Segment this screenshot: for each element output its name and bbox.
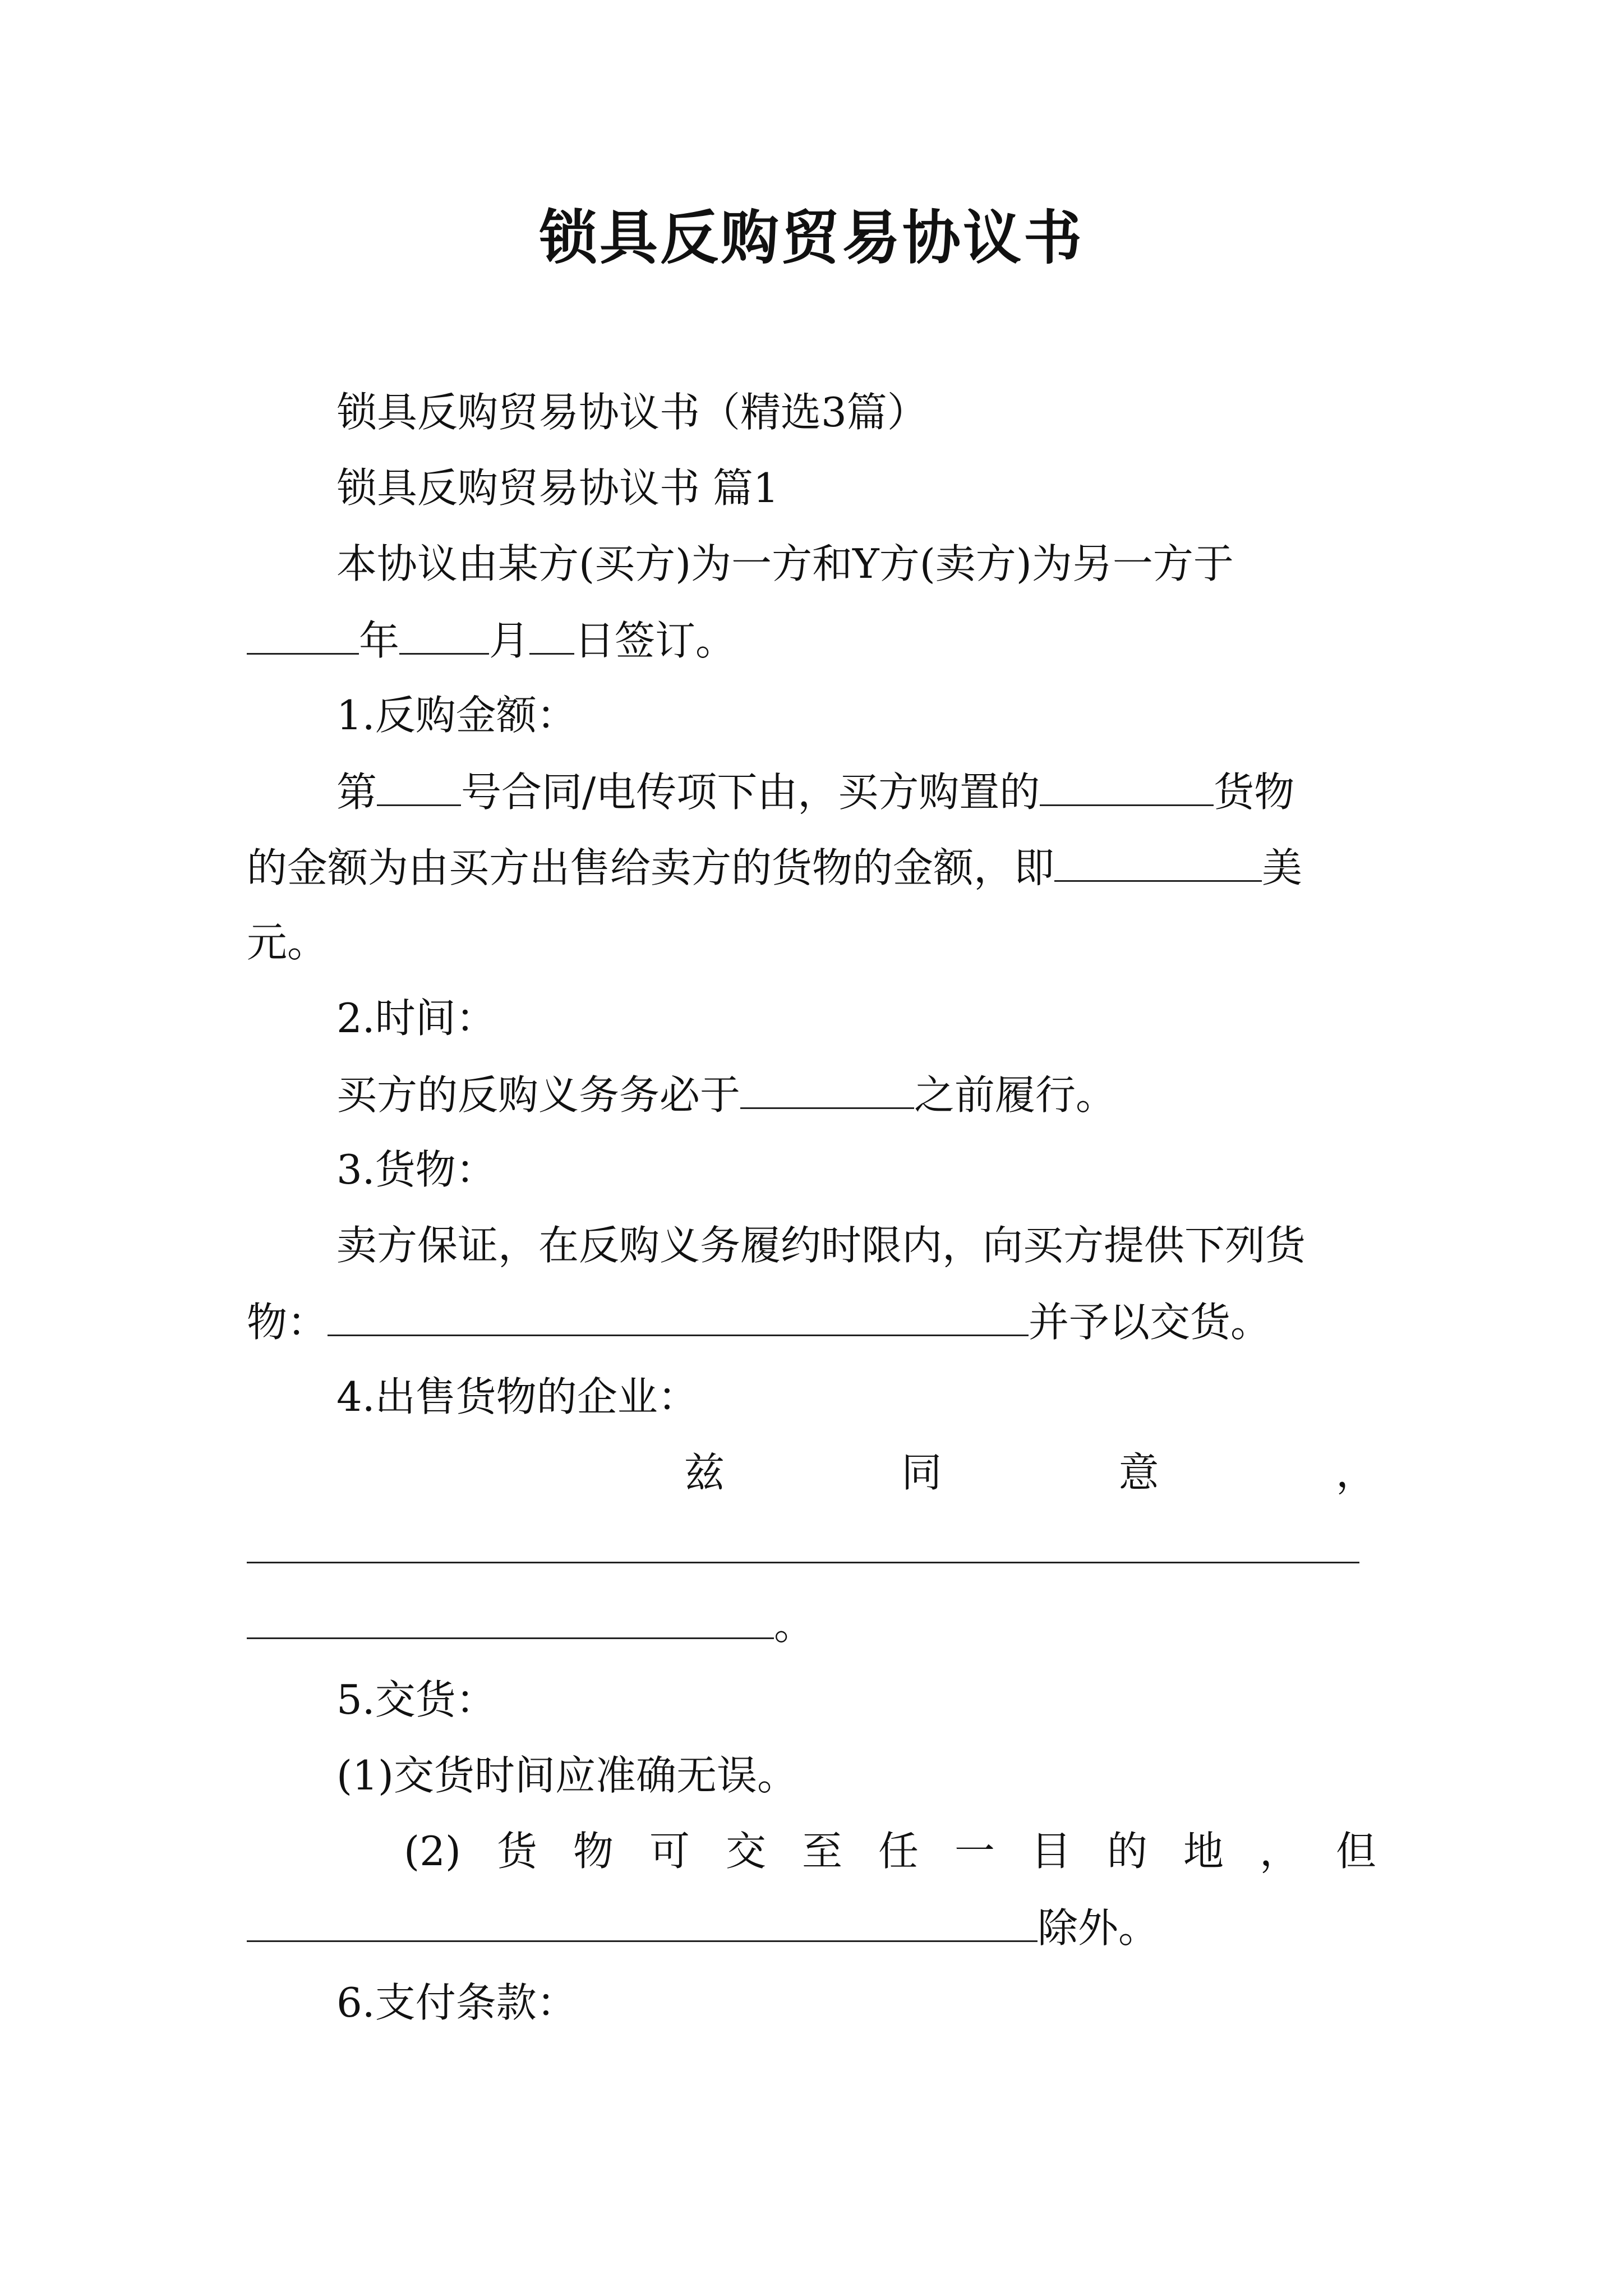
part1-heading: 锁具反购贸易协议书 篇1 [336,464,779,512]
text-fragment: ， [1259,1828,1300,1875]
text-fragment: ， [1335,1449,1376,1496]
text-fragment: 但 [1335,1828,1376,1875]
section-1-line-1 [247,763,1376,820]
text-fragment: 意 [1118,1449,1159,1496]
section-5-item-1: (1)交货时间应准确无误。 [336,1752,797,1799]
text-fragment: 一 [954,1828,995,1875]
section-6-heading: 6.支付条款： [336,1979,577,2026]
text-fragment: 目 [1030,1828,1071,1875]
section-5-item-2-line-2 [247,1899,1376,1956]
destination-blank [247,1899,1038,1942]
spread-text [404,1823,1376,1879]
text-fragment: 物 [573,1828,614,1875]
month-blank [399,611,489,655]
text-fragment: 。 [774,1602,815,1649]
goods-blank [1040,763,1214,806]
text-fragment: 的 [1106,1828,1147,1875]
text-fragment: 并予以交货。 [1029,1299,1271,1346]
spread-text [684,1444,1376,1501]
day-blank [529,611,574,655]
section-1-heading: 1.反购金额： [336,692,577,739]
section-1-line-3: 元。 [247,919,328,966]
amount-blank [1054,839,1262,882]
goods-list-blank [328,1293,1029,1336]
text-fragment: 除外。 [1038,1904,1159,1952]
section-4-heading: 4.出售货物的企业： [336,1373,698,1420]
text-fragment: 物： [247,1299,328,1346]
subtitle: 锁具反购贸易协议书（精选3篇） [336,389,928,436]
text-fragment: 任 [878,1828,919,1875]
text-fragment: 美 [1262,844,1303,891]
text-fragment: 同 [901,1449,942,1496]
section-1-line-2 [247,839,1376,896]
day-label: 日签订。 [574,617,736,664]
text-fragment: 货 [496,1828,537,1875]
section-3-line-2 [247,1293,1376,1350]
contract-no-blank [377,763,461,806]
document-title: 锁具反购贸易协议书 [538,203,1084,272]
section-4-line-2 [247,1520,1359,1563]
section-4-line-1 [247,1444,1376,1501]
text-fragment: (2) [404,1828,461,1875]
text-fragment: 的金额为由买方出售给卖方的货物的金额，即 [247,844,1055,891]
text-fragment: 货物 [1214,769,1295,816]
text-fragment: 可 [649,1828,690,1875]
text-fragment: 地 [1183,1828,1224,1875]
text-fragment: 交 [725,1828,766,1875]
section-4-line-3 [247,1596,1376,1653]
month-label: 月 [489,617,530,664]
year-label: 年 [359,617,400,664]
section-2-line [247,1066,1376,1123]
text-fragment: 至 [801,1828,842,1875]
intro-line: 本协议由某方(买方)为一方和Y方(卖方)为另一方于 [336,540,1234,587]
section-2-heading: 2.时间： [336,995,496,1042]
text-fragment: 买方的反购义务务必于 [336,1071,741,1119]
company-blank-2 [247,1596,774,1639]
deadline-blank [740,1066,914,1109]
text-fragment: 兹 [684,1449,725,1496]
section-5-heading: 5.交货： [336,1676,496,1723]
intro-date-line [247,611,1376,669]
year-blank [247,611,359,655]
section-5-item-2-line-1 [247,1823,1376,1879]
text-fragment: 第 [336,769,377,816]
company-blank [247,1520,1359,1563]
section-3-line-1: 卖方保证，在反购义务履约时限内，向买方提供下列货 [336,1222,1306,1269]
text-fragment: 之前履行。 [914,1071,1117,1119]
section-3-heading: 3.货物： [336,1146,496,1193]
text-fragment: 号合同/电传项下由，买方购置的 [461,769,1040,816]
